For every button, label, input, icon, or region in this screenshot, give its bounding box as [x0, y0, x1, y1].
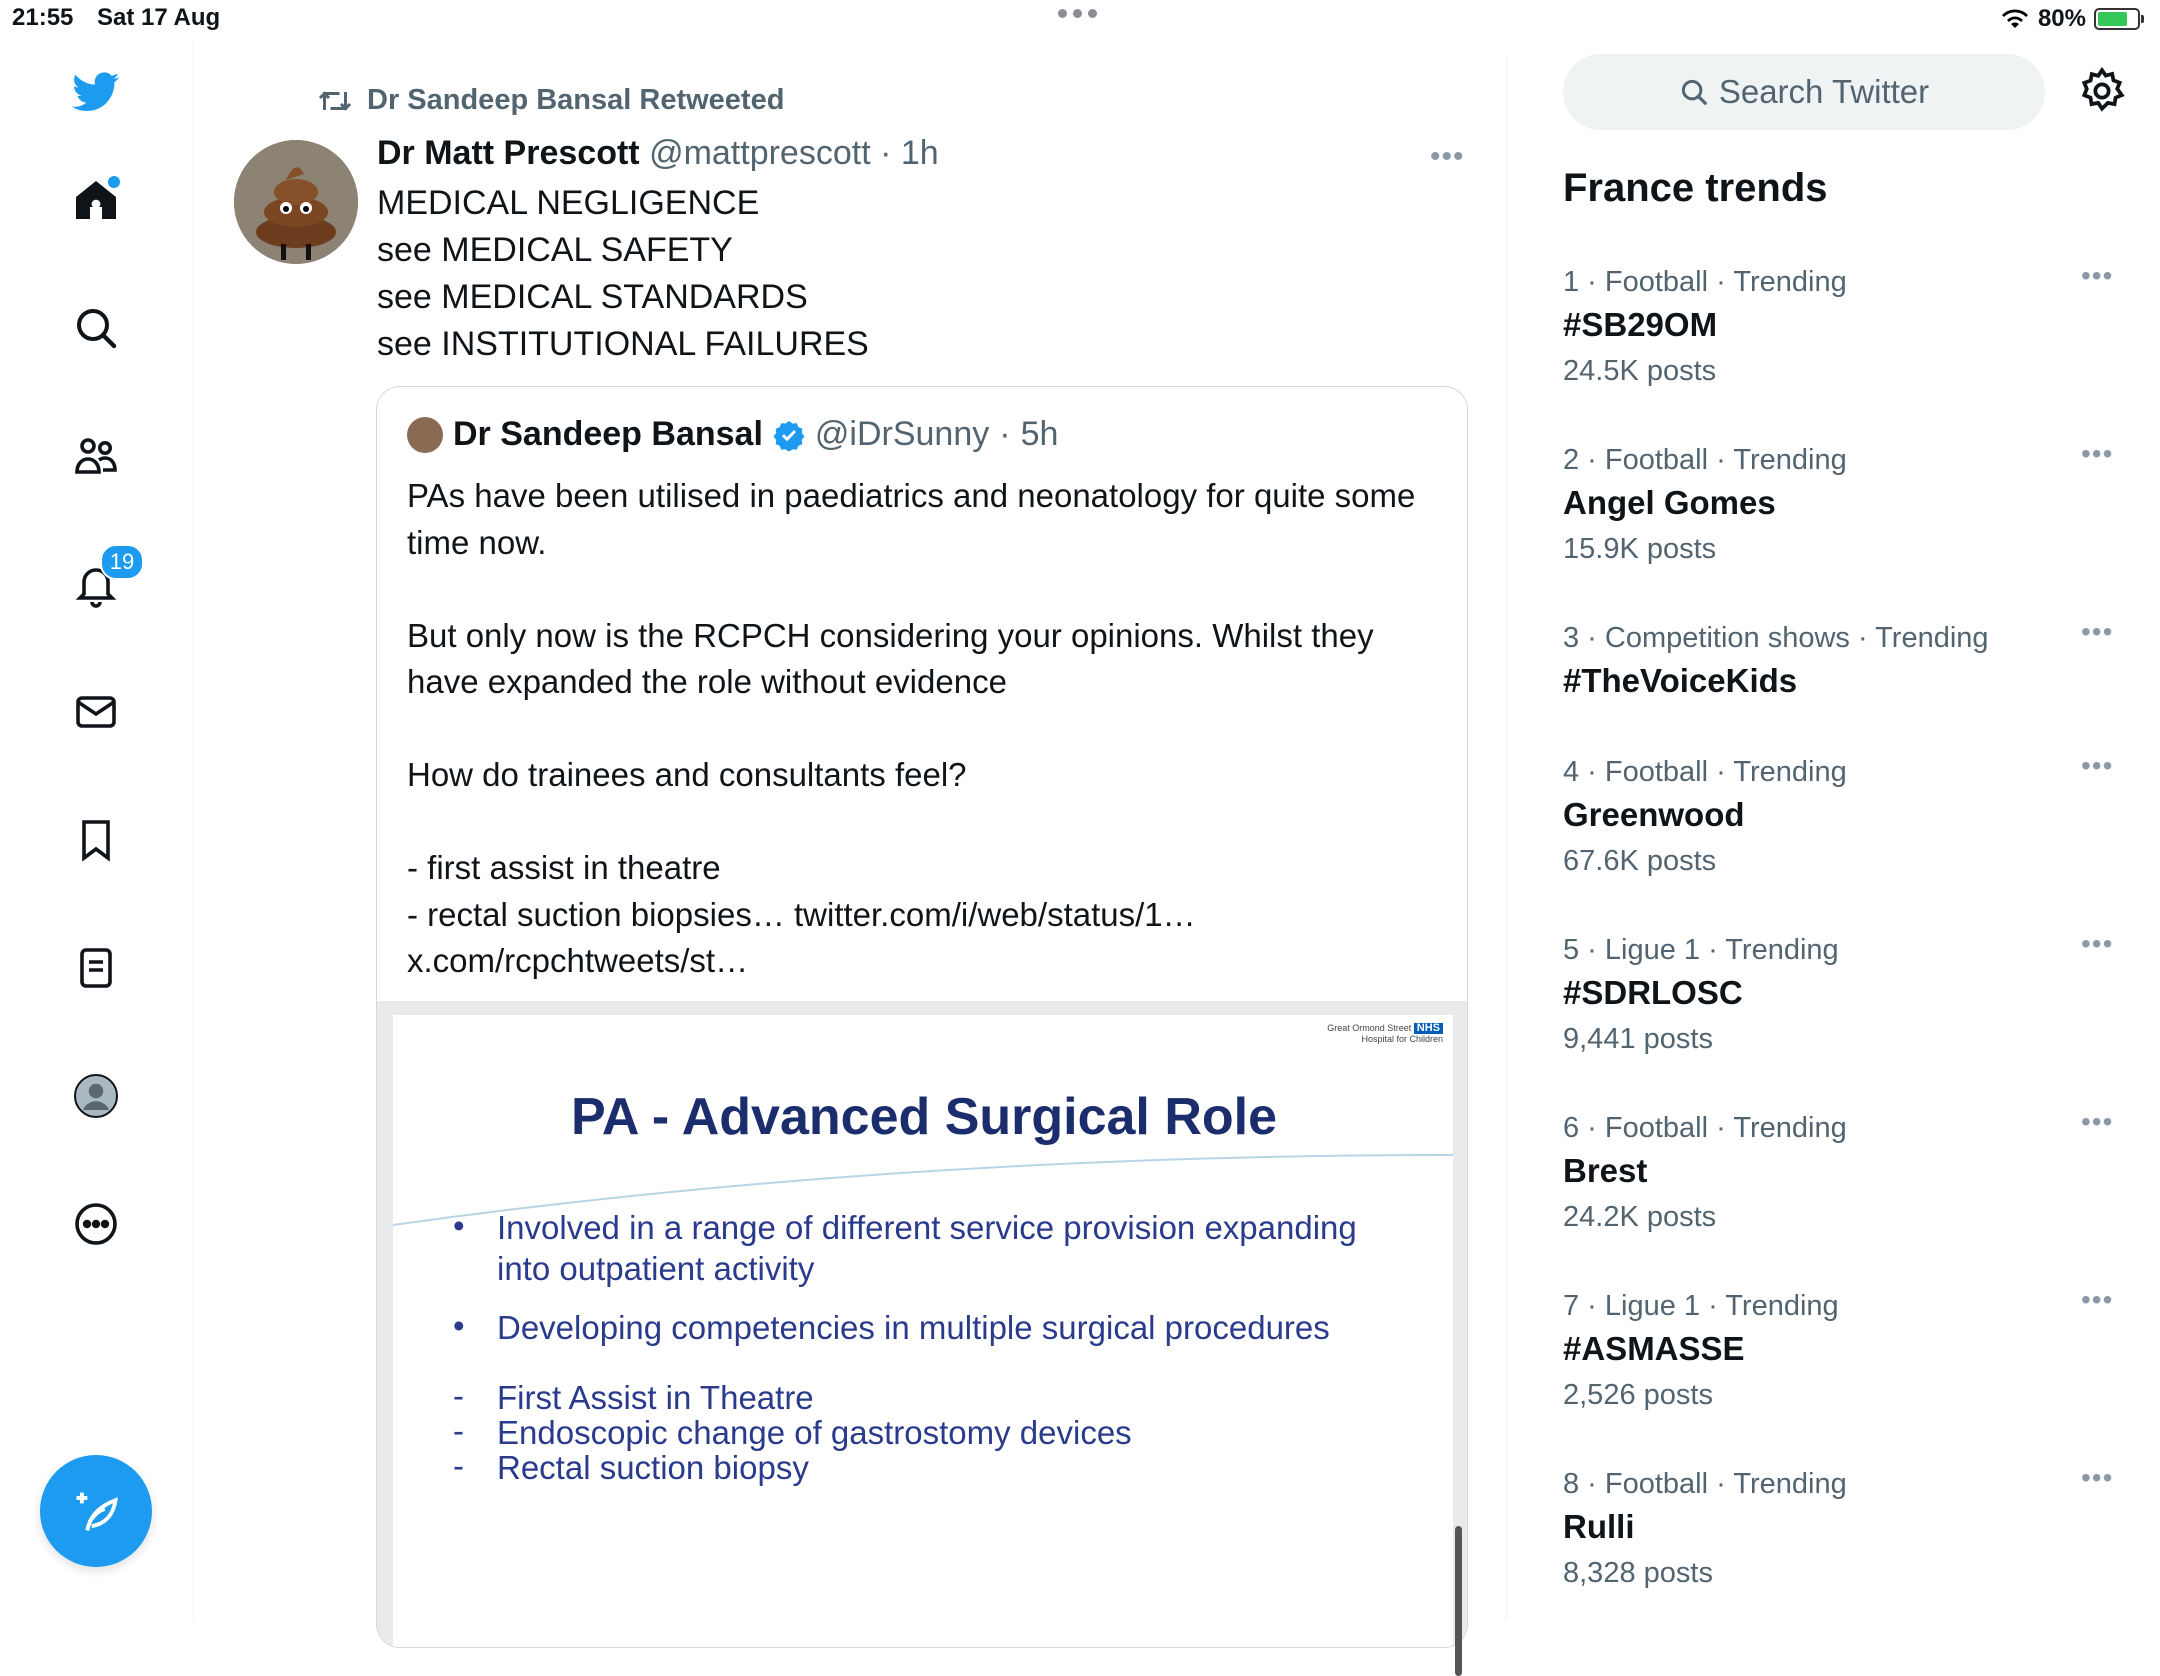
quoted-paragraph[interactable]: - rectal suction biopsies… twitter.com/i/web/status/1… x.com/rcpchtweets/st…: [407, 895, 1196, 979]
trend-post-count: 24.5K posts: [1563, 355, 1717, 387]
trend-more-button[interactable]: •••: [2081, 616, 2114, 647]
status-date: Sat 17 Aug: [97, 4, 221, 31]
trend-item[interactable]: [1563, 1464, 2123, 1596]
trend-item[interactable]: [1563, 262, 2123, 394]
trend-title: #SB29OM: [1563, 306, 1718, 343]
author-avatar[interactable]: [234, 140, 358, 264]
trend-post-count: 24.2K posts: [1563, 1201, 1717, 1233]
status-time: 21:55: [12, 4, 74, 31]
tweet-line: see MEDICAL SAFETY: [377, 231, 733, 269]
tweet-text: [377, 180, 869, 368]
timeline-scrollbar[interactable]: [1455, 1526, 1462, 1676]
trend-item[interactable]: [1563, 930, 2123, 1062]
search-bar[interactable]: [1563, 54, 2045, 130]
trend-item[interactable]: [1563, 440, 2123, 572]
trend-item[interactable]: [1563, 1286, 2123, 1418]
more-options-icon[interactable]: [66, 1194, 126, 1254]
battery-percent: 80%: [2037, 5, 2086, 32]
tweet-line: MEDICAL NEGLIGENCE: [377, 184, 760, 222]
timeline-column: [194, 56, 1507, 1620]
quoted-tweet-time[interactable]: 5h: [1020, 415, 1059, 453]
tweet-time[interactable]: 1h: [900, 134, 939, 172]
trend-meta: 1 · Football · Trending: [1563, 266, 1847, 298]
trend-more-button[interactable]: •••: [2081, 1106, 2114, 1137]
trend-title: #SDRLOSC: [1563, 974, 1743, 1011]
trend-title: Greenwood: [1563, 796, 1745, 833]
author-handle[interactable]: @mattprescott: [649, 134, 871, 172]
trend-post-count: 9,441 posts: [1563, 1023, 1713, 1055]
compose-tweet-button[interactable]: [40, 1455, 152, 1567]
tweet-header: Dr Matt Prescott @mattprescott · 1h: [377, 134, 939, 172]
search-placeholder: Search Twitter: [1718, 73, 1930, 110]
trend-more-button[interactable]: •••: [2081, 1462, 2114, 1493]
slide-image: Great Ormond Street NHS Hospital for Children PA - Advanced Surgical Role • Involved in a range of different service provision expanding into outpatient activity • Developing competencies in multiple surgical procedures - First Assist in Theatre - Endoscopic change of gastrostomy devices - Rectal suction biopsy: [393, 1015, 1453, 1648]
quoted-paragraph: How do trainees and consultants feel?: [407, 756, 967, 793]
status-bar: [0, 0, 2160, 40]
home-icon[interactable]: [66, 170, 126, 230]
trend-item[interactable]: [1563, 618, 2123, 704]
battery-icon: [2094, 8, 2140, 30]
quoted-author-avatar[interactable]: [407, 417, 443, 453]
search-icon[interactable]: [66, 298, 126, 358]
author-name[interactable]: Dr Matt Prescott: [377, 134, 640, 172]
trend-more-button[interactable]: •••: [2081, 928, 2114, 959]
quoted-paragraph: - first assist in theatre: [407, 849, 721, 886]
feather-plus-icon: [70, 1485, 122, 1537]
multitasking-dots[interactable]: [1058, 9, 1097, 18]
trend-meta: 3 · Competition shows · Trending: [1563, 622, 1989, 654]
quoted-tweet-header: Dr Sandeep Bansal @iDrSunny · 5h: [407, 415, 1058, 454]
quoted-tweet[interactable]: [376, 386, 1468, 1648]
slide-dash-item: Rectal suction biopsy: [497, 1449, 809, 1486]
bookmarks-icon[interactable]: [66, 810, 126, 870]
quoted-tweet-text: [407, 473, 1437, 985]
twitter-logo-icon[interactable]: [66, 62, 126, 122]
trend-title: Angel Gomes: [1563, 484, 1776, 521]
quoted-paragraph: But only now is the RCPCH considering your opinions. Whilst they have expanded the role without evidence: [407, 616, 1374, 700]
trend-item[interactable]: [1563, 752, 2123, 884]
profile-avatar-icon[interactable]: [66, 1066, 126, 1126]
trend-meta: 7 · Ligue 1 · Trending: [1563, 1290, 1839, 1322]
retweeted-by[interactable]: [317, 84, 784, 117]
trend-meta: 5 · Ligue 1 · Trending: [1563, 934, 1839, 966]
trend-post-count: 8,328 posts: [1563, 1557, 1713, 1589]
communities-icon[interactable]: [66, 426, 126, 486]
trend-meta: 2 · Football · Trending: [1563, 444, 1847, 476]
search-icon: [1679, 77, 1709, 107]
trend-post-count: 15.9K posts: [1563, 533, 1717, 565]
retweet-icon: [317, 86, 353, 116]
trend-more-button[interactable]: •••: [2081, 1284, 2114, 1315]
tweet-more-button[interactable]: •••: [1430, 140, 1465, 173]
wifi-icon: [2000, 8, 2030, 30]
slide-dash-item: Endoscopic change of gastrostomy devices: [497, 1414, 1132, 1451]
quoted-paragraph: PAs have been utilised in paediatrics and neonatology for quite some time now.: [407, 477, 1416, 561]
trend-title: Rulli: [1563, 1508, 1635, 1545]
messages-envelope-icon[interactable]: [66, 682, 126, 742]
trend-meta: 6 · Football · Trending: [1563, 1112, 1847, 1144]
slide-bullet: Developing competencies in multiple surgical procedures: [497, 1309, 1330, 1346]
trend-post-count: 2,526 posts: [1563, 1379, 1713, 1411]
trend-meta: 8 · Football · Trending: [1563, 1468, 1847, 1500]
slide-title: PA - Advanced Surgical Role: [571, 1088, 1278, 1146]
notifications-bell-icon[interactable]: [66, 549, 135, 614]
left-nav: [0, 40, 194, 1620]
quoted-author-name[interactable]: Dr Sandeep Bansal: [453, 415, 763, 453]
trend-item[interactable]: [1563, 1108, 2123, 1240]
trend-title: #TheVoiceKids: [1563, 662, 1798, 699]
slide-dash-item: First Assist in Theatre: [497, 1379, 814, 1416]
trend-post-count: 67.6K posts: [1563, 845, 1717, 877]
lists-icon[interactable]: [66, 938, 126, 998]
trend-meta: 4 · Football · Trending: [1563, 756, 1847, 788]
verified-badge-icon: [773, 419, 805, 451]
quoted-author-handle[interactable]: @iDrSunny: [814, 415, 990, 453]
trend-title: #ASMASSE: [1563, 1330, 1745, 1367]
quoted-tweet-image[interactable]: [377, 1001, 1467, 1648]
trend-title: Brest: [1563, 1152, 1648, 1189]
trends-heading: France trends: [1563, 166, 1828, 210]
notifications-badge: 19: [100, 544, 144, 580]
settings-gear-icon[interactable]: [2077, 66, 2127, 116]
hospital-logo: Great Ormond Street NHS Hospital for Children: [1327, 1022, 1443, 1044]
trend-more-button[interactable]: •••: [2081, 260, 2114, 291]
tweet-line: see MEDICAL STANDARDS: [377, 278, 808, 316]
retweeted-by-label: Dr Sandeep Bansal Retweeted: [367, 84, 785, 116]
slide-bullet: Involved in a range of different service provision expanding into outpatient activity: [497, 1209, 1357, 1287]
trend-more-button[interactable]: •••: [2081, 750, 2114, 781]
trend-more-button[interactable]: •••: [2081, 438, 2114, 469]
tweet-line: see INSTITUTIONAL FAILURES: [377, 325, 869, 363]
